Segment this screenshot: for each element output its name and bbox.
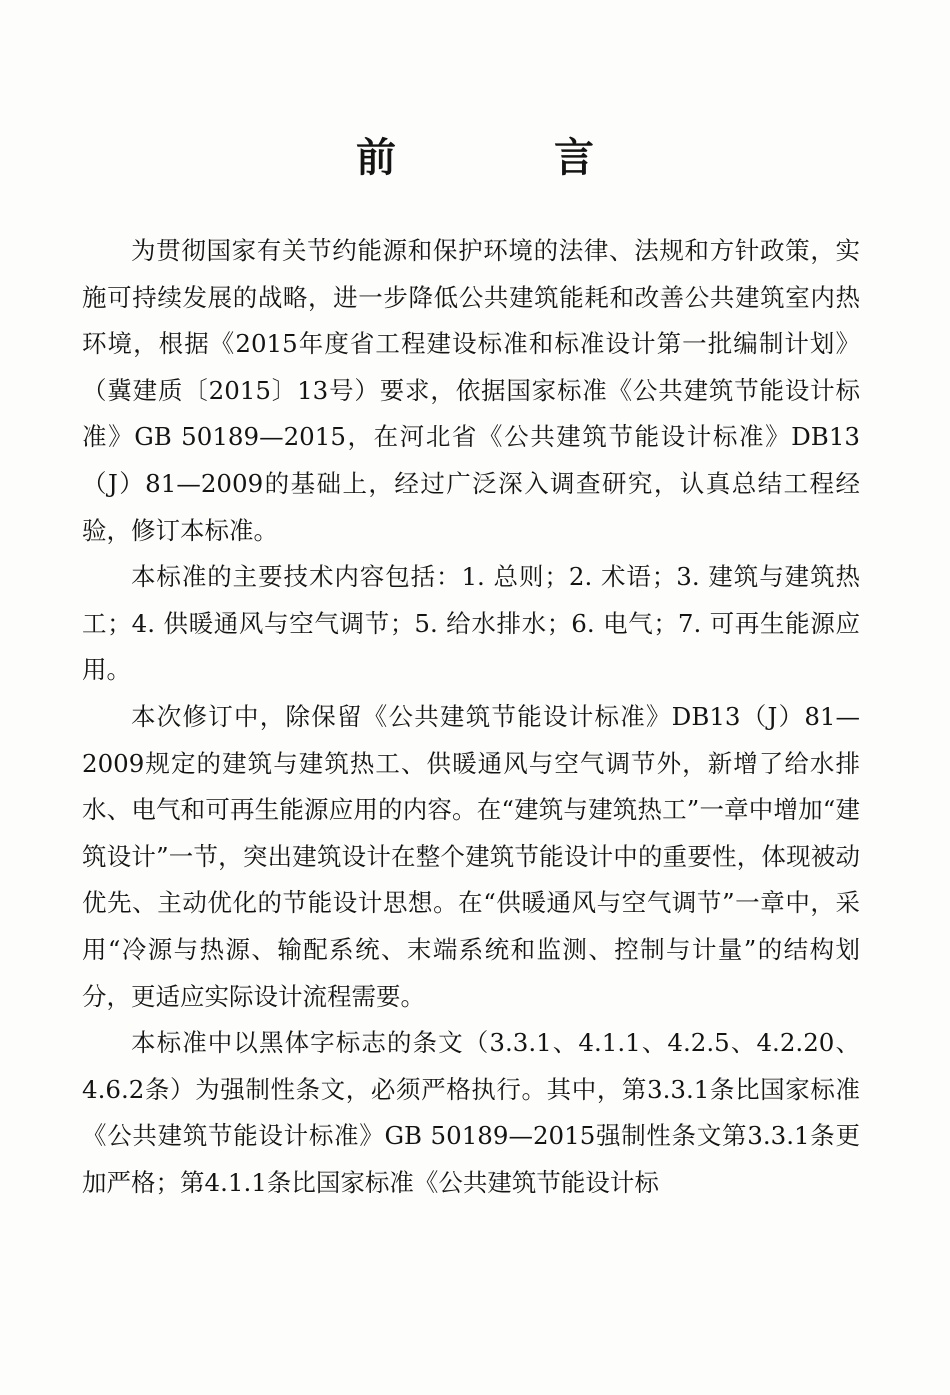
paragraph-contents: 本标准的主要技术内容包括：1. 总则；2. 术语；3. 建筑与建筑热工；4. 供暖通风与空气调节；5. 给水排水；6. 电气；7. 可再生能源应用。 <box>82 562 860 685</box>
paragraph-purpose: 为贯彻国家有关节约能源和保护环境的法律、法规和方针政策，实施可持续发展的战略，进一步降低公共建筑能耗和改善公共建筑室内热环境，根据《2015年度省工程建设标准和标准设计第一批编制计划》（冀建质〔2015〕13号）要求，依据国家标准《公共建筑节能设计标准》GB 50189—2015，在河北省《公共建筑节能设计标准》DB13（J）81—2009的基础上，经过广泛深入调查研究，认真总结工程经验，修订本标准。 <box>82 236 860 545</box>
preface-body <box>82 228 860 1206</box>
paragraph-revision: 本次修订中，除保留《公共建筑节能设计标准》DB13（J）81—2009规定的建筑与建筑热工、供暖通风与空气调节外，新增了给水排水、电气和可再生能源应用的内容。在“建筑与建筑热工”一章中增加“建筑设计”一节，突出建筑设计在整个建筑节能设计中的重要性，体现被动优先、主动优化的节能设计思想。在“供暖通风与空气调节”一章中，采用“冷源与热源、输配系统、末端系统和监测、控制与计量”的结构划分，更适应实际设计流程需要。 <box>82 701 860 1011</box>
paragraph-mandatory: 本标准中以黑体字标志的条文（3.3.1、4.1.1、4.2.5、4.2.20、4.6.2条）为强制性条文，必须严格执行。其中，第3.3.1条比国家标准《公共建筑节能设计标准》GB 50189—2015强制性条文第3.3.1条更加严格；第4.1.1条比国家标准《公共建筑节能设计标 <box>82 1028 860 1197</box>
page-title: 前 言 <box>356 135 666 181</box>
